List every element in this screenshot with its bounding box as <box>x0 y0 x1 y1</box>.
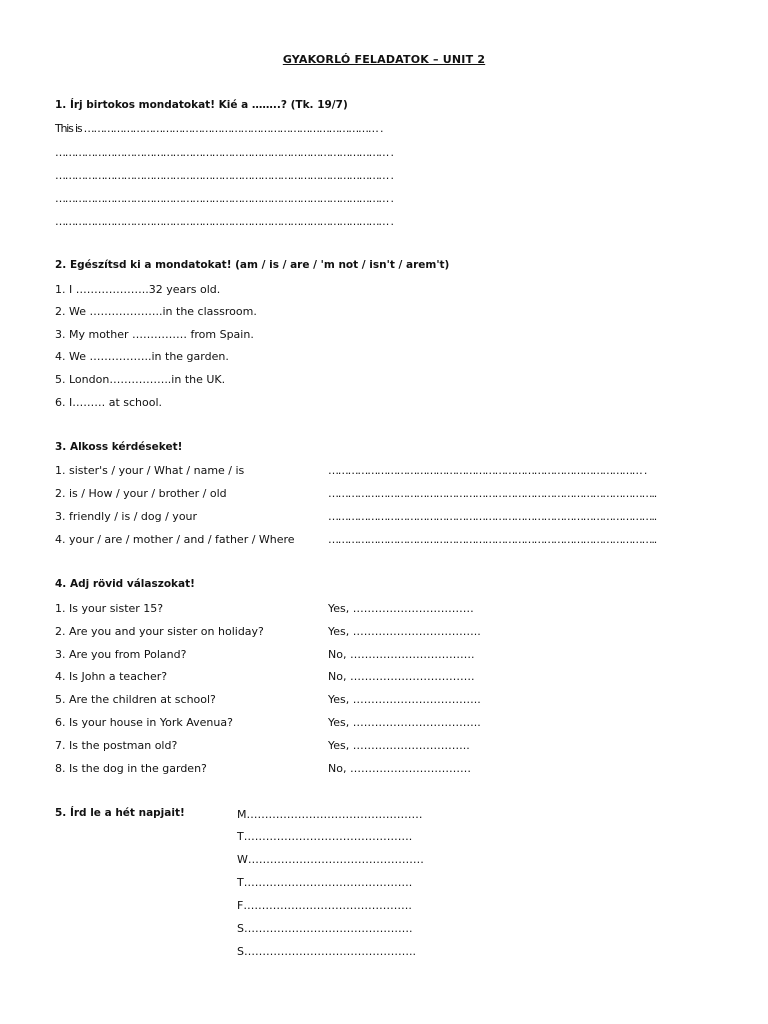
section-3-prompt: 2. is / How / your / brother / old <box>55 487 227 500</box>
section-2-line: 4. We ……………..in the garden. <box>55 350 229 363</box>
section-2-line: 2. We ………………..in the classroom. <box>55 305 257 318</box>
section-3-heading: 3. Alkoss kérdéseket! <box>55 441 183 453</box>
section-4-heading: 4. Adj rövid válaszokat! <box>55 578 195 590</box>
section-2-line: 3. My mother …………… from Spain. <box>55 328 254 341</box>
section-4-question: 8. Is the dog in the garden? <box>55 762 207 775</box>
page-title: GYAKORLÓ FELADATOK – UNIT 2 <box>282 53 486 66</box>
section-1-line: ………………………………………………………………………………………… . <box>55 215 393 228</box>
section-3-prompt: 4. your / are / mother / and / father / Where <box>55 533 295 546</box>
section-3-blank: ……………………………………………………………………………………….. <box>328 533 656 546</box>
section-4-question: 6. Is your house in York Avenua? <box>55 716 233 729</box>
section-2-line: 6. I……… at school. <box>55 396 163 409</box>
section-2-line: 1. I ………………..32 years old. <box>55 283 221 296</box>
section-4-answer: Yes, ………………………….. <box>328 739 470 752</box>
section-5-day: M………………………………………… <box>237 808 423 821</box>
section-4-question: 1. Is your sister 15? <box>55 602 164 615</box>
section-3-blank: …………………………………………………………………………………… . <box>328 464 647 477</box>
section-3-prompt: 3. friendly / is / dog / your <box>55 510 198 523</box>
section-5-day: T………………………………………. <box>237 830 413 843</box>
section-1-line: This is ……………………………………………………………………………… . <box>55 122 383 135</box>
section-4-question: 3. Are you from Poland? <box>55 648 187 661</box>
section-4-question: 4. Is John a teacher? <box>55 670 168 683</box>
section-4-answer: No, …………………………… <box>328 762 471 775</box>
section-4-answer: No, ……………………………. <box>328 648 475 661</box>
section-4-question: 5. Are the children at school? <box>55 693 216 706</box>
section-3-blank: ……………………………………………………………………………………….. <box>328 487 656 500</box>
section-5-day: S………………………………………. <box>237 922 413 935</box>
section-3-prompt: 1. sister's / your / What / name / is <box>55 464 245 477</box>
section-4-answer: Yes, …………………………….. <box>328 693 481 706</box>
section-1-line: ………………………………………………………………………………………… . <box>55 192 393 205</box>
section-5-day: W………………………………………… <box>237 853 424 866</box>
section-5-heading: 5. Írd le a hét napjait! <box>55 807 185 819</box>
section-4-question: 7. Is the postman old? <box>55 739 178 752</box>
section-4-answer: Yes, …………………………….. <box>328 716 481 729</box>
section-3-blank: ……………………………………………………………………………………….. <box>328 510 656 523</box>
section-4-answer: Yes, …………………………… <box>328 602 474 615</box>
section-1-line: ………………………………………………………………………………………… . <box>55 146 393 159</box>
section-4-answer: No, ……………………………. <box>328 670 475 683</box>
section-4-question: 2. Are you and your sister on holiday? <box>55 625 264 638</box>
section-1-heading: 1. Írj birtokos mondatokat! Kié a ……..? (Tk. 19/7) <box>55 99 348 111</box>
section-2-heading: 2. Egészítsd ki a mondatokat! (am / is / are / 'm not / isn't / arem't) <box>55 259 450 271</box>
section-5-day: T………………………………………. <box>237 876 413 889</box>
section-1-line: ………………………………………………………………………………………… . <box>55 169 393 182</box>
section-5-day: S……………………………………….. <box>237 945 416 958</box>
section-5-day: F………………………………………. <box>237 899 412 912</box>
section-2-line: 5. London……………..in the UK. <box>55 373 226 386</box>
section-4-answer: Yes, …………………………….. <box>328 625 481 638</box>
